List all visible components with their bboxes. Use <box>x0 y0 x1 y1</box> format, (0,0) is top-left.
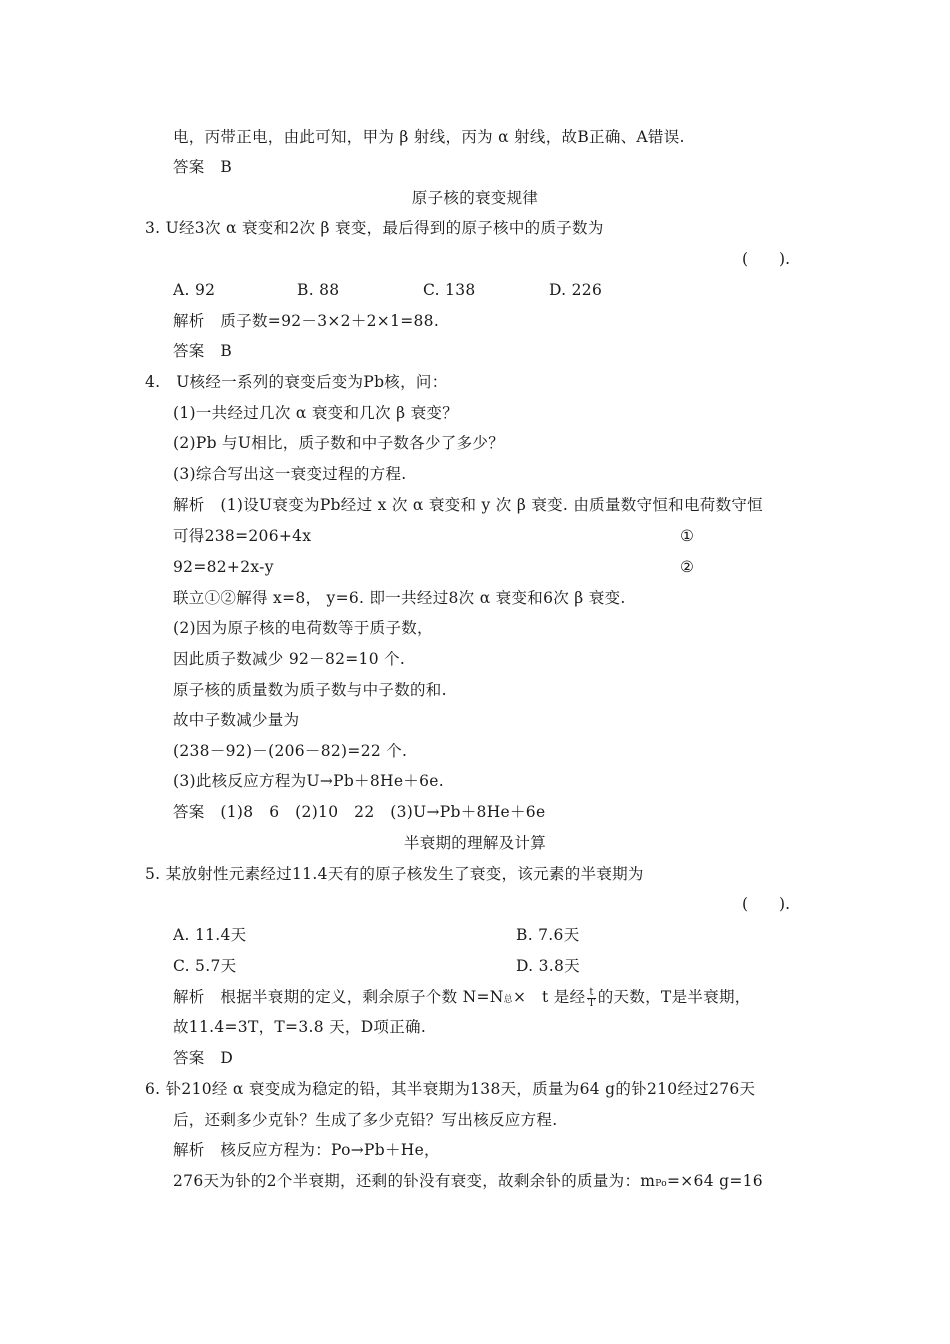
sub-question: (2)Pb 与U相比，质子数和中子数各少了多少？ <box>173 434 504 452</box>
text-line: 因此质子数减少 92－82=10 个. <box>173 650 406 668</box>
question-4: 4. U核经一系列的衰变后变为Pb核，问： <box>145 373 448 391</box>
analysis-line: 解析 质子数=92－3×2＋2×1=88. <box>173 312 440 330</box>
text-line: 联立①②解得 x=8， y=6. 即一共经过8次 α 衰变和6次 β 衰变. <box>173 589 626 607</box>
answer-blank: ( ). <box>742 895 791 913</box>
analysis-line: 解析 核反应方程为：Po→Pb＋He， <box>173 1141 440 1159</box>
subscript: Po <box>655 1179 667 1189</box>
text-line: 原子核的质量数为质子数与中子数的和. <box>173 681 447 699</box>
answer-line: 答案 (1)8 6 (2)10 22 (3)U→Pb＋8He＋6e <box>173 803 546 821</box>
subscript: 总 <box>503 995 513 1005</box>
text-line: (238－92)－(206－82)=22 个. <box>173 742 408 760</box>
option-d: D. 226 <box>549 281 603 299</box>
text-line: (2)因为原子核的电荷数等于质子数， <box>173 619 433 637</box>
text-line: 故中子数减少量为 <box>173 711 300 729</box>
equation-mark: ① <box>680 527 694 545</box>
fraction-denominator: T <box>588 997 596 1009</box>
text-line: (3)此核反应方程为U→Pb＋8He＋6e. <box>173 772 444 790</box>
text-line: 电，丙带正电，由此可知，甲为 β 射线，丙为 α 射线，故B正确、A错误. <box>173 128 685 146</box>
question-5: 5. 某放射性元素经过11.4天有的原子核发生了衰变，该元素的半衰期为 <box>145 865 644 883</box>
answer-line: 答案 D <box>173 1049 234 1067</box>
option-d: D. 3.8天 <box>516 957 580 975</box>
fraction-numerator: t <box>589 986 594 998</box>
option-c: C. 5.7天 <box>173 957 237 975</box>
section-heading: 半衰期的理解及计算 <box>403 834 547 852</box>
option-b: B. 88 <box>297 281 340 299</box>
equation-mark: ② <box>680 558 694 576</box>
option-c: C. 138 <box>423 281 476 299</box>
answer-blank: ( ). <box>742 250 791 268</box>
equation-line: 可得238=206+4x <box>173 527 312 545</box>
question-3: 3. U经3次 α 衰变和2次 β 衰变，最后得到的原子核中的质子数为 <box>145 219 604 237</box>
answer-line: 答案 B <box>173 158 233 176</box>
text-line <box>173 1171 763 1194</box>
text-segment: =×64 g=16 <box>666 1172 763 1190</box>
text-line: 后，还剩多少克钋？生成了多少克铅？写出核反应方程. <box>173 1111 558 1129</box>
analysis-text: 的天数，T是半衰期， <box>597 988 751 1006</box>
section-heading: 原子核的衰变规律 <box>411 189 539 207</box>
text-line: 故11.4=3T，T=3.8 天，D项正确. <box>173 1018 427 1036</box>
option-b: B. 7.6天 <box>516 926 580 944</box>
option-a: A. 11.4天 <box>173 926 247 944</box>
analysis-line <box>173 987 751 1010</box>
sub-question: (3)综合写出这一衰变过程的方程. <box>173 465 407 483</box>
option-a: A. 92 <box>173 281 216 299</box>
text-segment: 276天为钋的2个半衰期，还剩的钋没有衰变，故剩余钋的质量为：m <box>173 1172 656 1190</box>
analysis-line: 解析 (1)设U衰变为Pb经过 x 次 α 衰变和 y 次 β 衰变. 由质量数守恒和电荷数守恒 <box>173 496 763 514</box>
analysis-text: 解析 根据半衰期的定义，剩余原子个数 N=N <box>173 988 504 1006</box>
answer-line: 答案 B <box>173 342 233 360</box>
equation-line: 92=82+2x-y <box>173 558 274 576</box>
question-6: 6. 钋210经 α 衰变成为稳定的铅，其半衰期为138天，质量为64 g的钋210经过276天 <box>145 1080 756 1098</box>
fraction <box>587 988 595 1009</box>
analysis-text: × t 是经 <box>512 988 586 1006</box>
sub-question: (1)一共经过几次 α 衰变和几次 β 衰变？ <box>173 404 458 422</box>
